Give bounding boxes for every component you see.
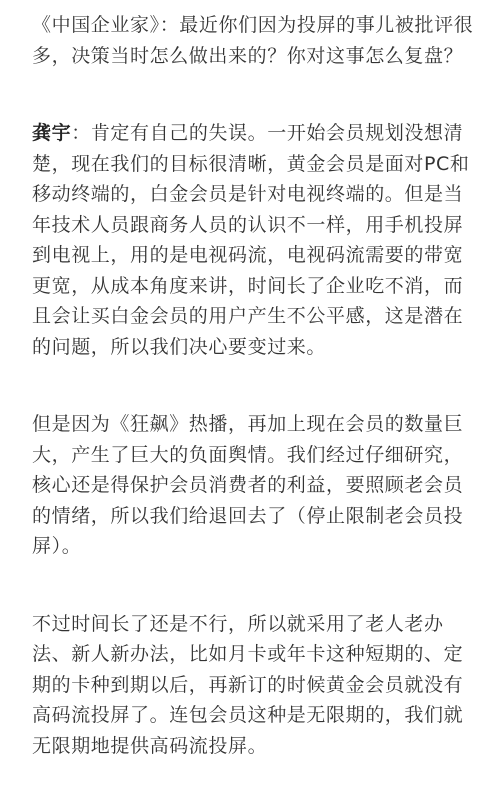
paragraph-spacer (32, 562, 478, 609)
article-body (32, 10, 478, 761)
speaker-colon: ： (71, 122, 91, 144)
paragraph-spacer (32, 71, 478, 118)
answer-text: 肯定有自己的失误。一开始会员规划没想清楚，现在我们的目标很清晰，黄金会员是面对PC和移动终端的，白金会员是针对电视终端的。但是当年技术人员跟商务人员的认识不一样，用手机投屏到电视上，用的是电视码流，电视码流需要的带宽更宽，从成本角度来讲，时间长了企业吃不消，而且会让买白金会员的用户产生不公平感，这是潜在的问题，所以我们决心要变过来。 (32, 122, 470, 358)
speaker-name: 龚宇 (32, 122, 72, 144)
interview-question: 《中国企业家》：最近你们因为投屏的事儿被批评很多，决策当时怎么做出来的？你对这事怎么复盘？ (32, 14, 474, 67)
answer-paragraph-4: 不过时间长了还是不行，所以就采用了老人老办法、新人新办法，比如月卡或年卡这种短期的、定期的卡种到期以后，再新订的时候黄金会员就没有高码流投屏了。连包会员这种是无限期的，我们就无限期地提供高码流投屏。 (32, 612, 464, 757)
interview-answer (32, 118, 478, 362)
paragraph-spacer (32, 362, 478, 409)
answer-paragraph-3: 但是因为《狂飙》热播，再加上现在会员的数量巨大，产生了巨大的负面舆情。我们经过仔细研究，核心还是得保护会员消费者的利益，要照顾老会员的情绪，所以我们给退回去了（停止限制老会员投屏）。 (32, 413, 464, 557)
